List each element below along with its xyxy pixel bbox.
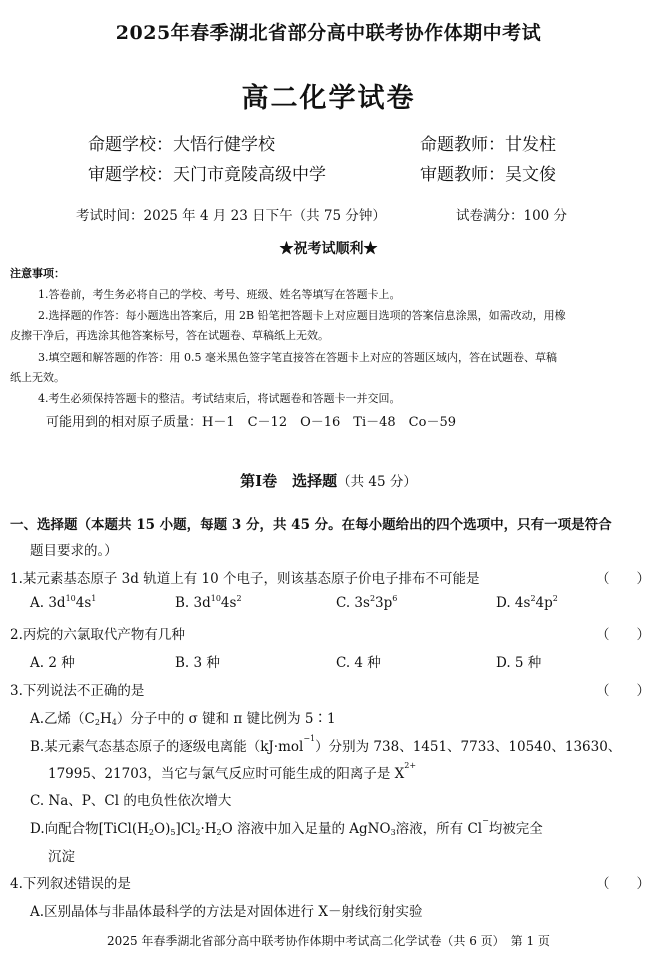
reviewing-teacher: 审题教师：吴文俊 xyxy=(420,165,556,185)
good-luck-banner: ★祝考试顺利★ xyxy=(279,241,378,257)
question-1-answer-box: （ ） xyxy=(596,571,650,587)
reviewing-school: 审题学校：天门市竟陵高级中学 xyxy=(88,165,326,185)
question-2-answer-box: （ ） xyxy=(596,627,650,643)
question-4-stem: 4.下列叙述错误的是 xyxy=(10,876,131,892)
question-2-stem: 2.丙烷的六氯取代产物有几种 xyxy=(10,627,185,643)
question-3-option-b-cont: 17995、21703，当它与氯气反应时可能生成的阳离子是 $X^{2+}$ xyxy=(48,761,417,782)
question-1-option-b: B. $3d^{10}4s^2$ xyxy=(175,594,242,611)
question-1-option-c: C. $3s^23p^6$ xyxy=(336,594,398,611)
page-footer: 2025 年春季湖北省部分高中联考协作体期中考试高二化学试卷（共 6 页） 第 1 页 xyxy=(107,934,550,948)
question-3-stem: 3.下列说法不正确的是 xyxy=(10,683,145,699)
question-3-option-c: C. Na、P、Cl 的电负性依次增大 xyxy=(30,793,232,809)
question-4-answer-box: （ ） xyxy=(596,876,650,892)
notice-item-3-cont: 纸上无效。 xyxy=(10,371,65,384)
section-title-main: 第Ⅰ卷 选择题 xyxy=(240,472,338,490)
question-1-stem: 1.某元素基态原子 3d 轨道上有 10 个电子，则该基态原子价电子排布不可能是 xyxy=(10,571,480,587)
proposing-school: 命题学校：大悟行健学校 xyxy=(88,135,275,155)
notice-item-2: 2.选择题的作答：每小题选出答案后，用 2B 铅笔把答题卡上对应题目选项的答案信息涂黑，如需改动，用橡 xyxy=(38,309,566,322)
question-3-option-b: B.某元素气态基态原子的逐级电离能（kJ·mol$^{-1}$）分别为 738、1451、7733、10540、13630、 xyxy=(30,734,622,755)
section-title xyxy=(0,470,657,491)
proposing-teacher: 命题教师：甘发柱 xyxy=(420,135,556,155)
notice-item-2-cont: 皮擦干净后，再选涂其他答案标号，答在试题卷、草稿纸上无效。 xyxy=(10,329,329,342)
question-2-option-a: A. 2 种 xyxy=(30,655,75,671)
question-3-option-a: A.乙烯（C2H4）分子中的 σ 键和 π 键比例为 5∶1 xyxy=(30,711,336,727)
question-1-option-d: D. $4s^24p^2$ xyxy=(496,594,558,611)
part-instruction-line1: 一、选择题（本题共 15 小题，每题 3 分，共 45 分。在每小题给出的四个选项中，只有一项是符合 xyxy=(10,517,612,533)
notice-title: 注意事项： xyxy=(10,267,65,280)
full-score: 试卷满分：100 分 xyxy=(456,208,568,224)
exam-time: 考试时间：2025 年 4 月 23 日下午（共 75 分钟） xyxy=(76,208,386,224)
part-instruction xyxy=(10,513,612,533)
notice-item-1: 1.答卷前，考生务必将自己的学校、考号、班级、姓名等填写在答题卡上。 xyxy=(38,288,401,301)
question-3-option-d: D.向配合物[TiCl(H2O)5]Cl2·H2O 溶液中加入足量的 AgNO3溶液，所有 Cl−均被完全 xyxy=(30,816,543,837)
question-2-option-d: D. 5 种 xyxy=(496,655,542,671)
paper-title: 高二化学试卷 xyxy=(241,83,416,114)
question-1-option-a: A. $3d^{10}4s^1$ xyxy=(30,594,97,611)
question-3-answer-box: （ ） xyxy=(596,683,650,699)
exam-title: 2025年春季湖北省部分高中联考协作体期中考试 xyxy=(115,22,542,44)
atomic-mass-line: 可能用到的相对原子质量：H－1 C－12 O－16 Ti－48 Co－59 xyxy=(46,415,456,430)
question-4-option-a: A.区别晶体与非晶体最科学的方法是对固体进行 X－射线衍射实验 xyxy=(30,904,423,920)
part-instruction-line2: 题目要求的。） xyxy=(30,543,118,559)
question-2-option-c: C. 4 种 xyxy=(336,655,381,671)
notice-item-4: 4.考生必须保持答题卡的整洁。考试结束后，将试题卷和答题卡一并交回。 xyxy=(38,392,401,405)
question-2-option-b: B. 3 种 xyxy=(175,655,220,671)
question-3-option-d-cont: 沉淀 xyxy=(48,849,75,865)
notice-item-3: 3.填空题和解答题的作答：用 0.5 毫米黑色签字笔直接答在答题卡上对应的答题区域内，答在试题卷、草稿 xyxy=(38,351,557,364)
section-title-score: （共 45 分） xyxy=(337,474,417,490)
